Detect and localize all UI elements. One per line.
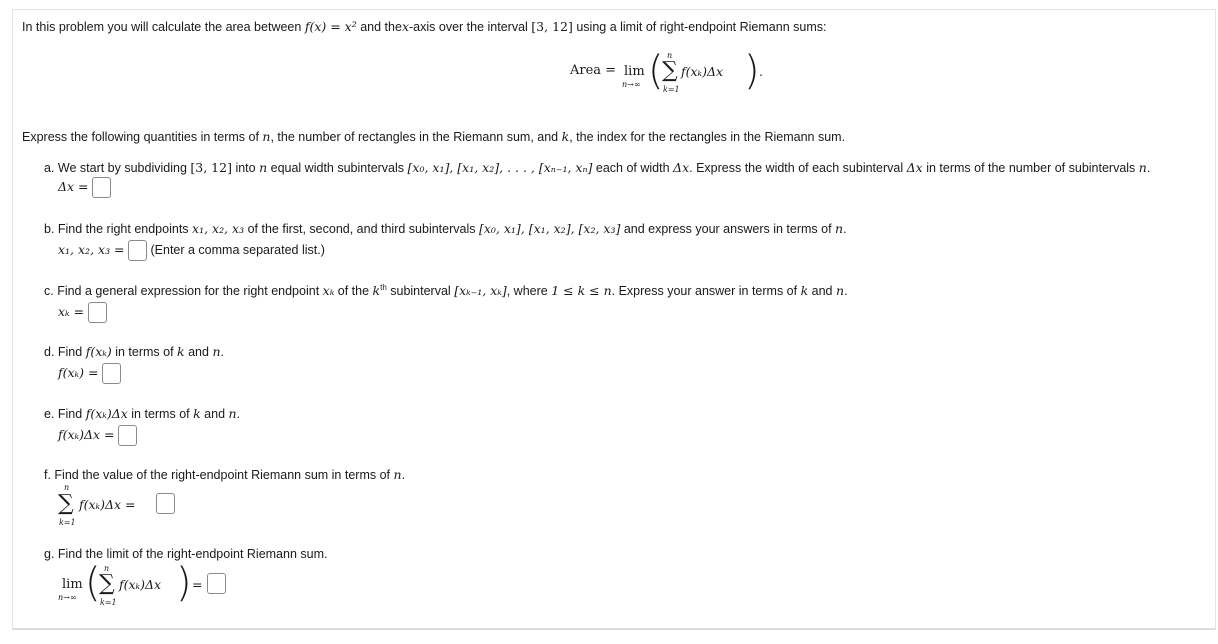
intro-text-4: using a limit of right-endpoint Riemann sums:	[576, 20, 827, 34]
answer-c-input[interactable]	[88, 302, 107, 323]
sigma-symbol: ∑	[662, 58, 678, 83]
part-a-interval: [3, 12]	[190, 160, 232, 175]
part-b-n: n	[835, 221, 844, 236]
part-e-k: k	[193, 406, 201, 421]
part-a-question	[44, 160, 1150, 175]
part-b-text-2: of the first, second, and third subintervals	[247, 222, 476, 236]
part-d-question	[44, 344, 224, 359]
part-g-sum-upper: n	[104, 564, 110, 573]
part-b-text-1: b. Find the right endpoints	[44, 222, 189, 236]
part-c-k-2: k	[800, 283, 809, 299]
part-g-lim: lim	[62, 577, 83, 592]
part-f-sum-lower: k=1	[59, 518, 76, 527]
part-c-text-6: and	[811, 284, 833, 299]
part-g-sigma: ∑	[99, 571, 115, 596]
part-g-sum-lower: k=1	[100, 598, 117, 607]
part-c-n: n	[836, 283, 845, 299]
lim-word: lim	[624, 64, 645, 79]
part-g-right-paren: )	[176, 560, 192, 606]
part-c-text-3: subinterval	[390, 284, 451, 299]
part-e-answer-row	[58, 425, 137, 446]
part-g-left-paren: (	[85, 560, 101, 606]
part-g-term: f(xₖ)Δx	[119, 577, 162, 592]
part-f-question	[44, 467, 405, 482]
express-text-1: Express the following quantities in terms of	[22, 130, 259, 144]
intro-x-var: x	[401, 19, 409, 34]
problem-panel	[12, 9, 1216, 630]
intro-text-1: In this problem you will calculate the area between	[22, 20, 302, 34]
part-e-text-4: .	[236, 407, 241, 421]
part-c-k: k	[372, 283, 381, 299]
part-g-lim-subscript: n→∞	[58, 593, 77, 602]
express-text-2: , the number of rectangles in the Riemann sum, and	[270, 130, 559, 144]
part-e-label: f(xₖ)Δx =	[58, 426, 115, 442]
part-f-answer-row	[58, 483, 188, 528]
sum-upper: n	[667, 51, 673, 60]
express-n: n	[262, 129, 271, 144]
part-g-equals: =	[192, 577, 203, 592]
part-f-term: f(xₖ)Δx =	[79, 497, 136, 512]
part-c-label: xₖ =	[58, 303, 85, 319]
part-a-text-3: equal width subintervals	[270, 161, 405, 175]
express-k: k	[561, 129, 570, 144]
part-b-text-3: and express your answers in terms of	[623, 222, 832, 236]
part-g-text-1: g. Find the limit of the right-endpoint Riemann sum.	[44, 547, 328, 561]
part-a-text-2: into	[235, 161, 256, 175]
part-a-text-1: a. We start by subdividing	[44, 161, 187, 175]
part-e-text-2: in terms of	[131, 407, 190, 421]
part-e-question	[44, 406, 240, 421]
part-a-label: Δx =	[58, 178, 89, 194]
left-paren: (	[648, 48, 664, 94]
part-a-text-7: .	[1146, 161, 1151, 175]
part-f-sum-upper: n	[64, 483, 70, 492]
part-e-text-1: e. Find	[44, 407, 83, 421]
intro-line	[22, 19, 826, 34]
part-b-answer-row	[58, 240, 325, 261]
part-a-answer-row	[58, 177, 111, 198]
part-c-text-5: . Express your answer in terms of	[611, 284, 798, 299]
part-e-fxkdx: f(xₖ)Δx	[85, 406, 128, 421]
part-a-text-4: each of width	[595, 161, 670, 175]
part-a-text-5: . Express the width of each subinterval	[689, 161, 904, 175]
part-d-text-3: and	[188, 345, 209, 359]
intro-text-3: -axis over the interval	[409, 20, 528, 34]
part-d-label: f(xₖ) =	[58, 364, 99, 380]
intro-interval: [3, 12]	[531, 19, 573, 34]
part-d-text-4: .	[220, 345, 224, 359]
part-c-text-2: of the	[337, 284, 370, 299]
part-c-subinterval: [xₖ₋₁, xₖ]	[454, 283, 507, 299]
part-b-points: x₁, x₂, x₃	[192, 221, 245, 236]
answer-a-input[interactable]	[92, 177, 111, 198]
part-a-dx: Δx	[673, 160, 690, 175]
lim-subscript: n→∞	[622, 80, 641, 89]
part-c-text-4: , where	[506, 284, 548, 299]
part-g-question	[44, 547, 327, 561]
area-label: Area =	[570, 63, 617, 78]
part-f-text-1: f. Find the value of the right-endpoint Riemann sum in terms of	[44, 468, 391, 482]
answer-d-input[interactable]	[102, 363, 121, 384]
part-c-text-7: .	[844, 284, 848, 299]
part-a-n: n	[259, 160, 268, 175]
answer-f-input[interactable]	[156, 493, 175, 514]
part-d-text-1: d. Find	[44, 345, 83, 359]
part-g-answer-row	[58, 560, 238, 613]
formula-period: .	[759, 64, 763, 79]
part-f-n: n	[393, 467, 402, 482]
answer-g-input[interactable]	[207, 573, 226, 594]
sum-lower: k=1	[663, 85, 680, 94]
answer-e-input[interactable]	[118, 425, 137, 446]
part-d-n: n	[212, 344, 221, 359]
express-text-3: , the index for the rectangles in the Riemann sum.	[569, 130, 846, 144]
part-a-text-6: in terms of the number of subintervals	[926, 161, 1136, 175]
part-c-question	[44, 283, 848, 298]
sum-term: f(xₖ)Δx	[681, 64, 724, 79]
part-d-fxk: f(xₖ)	[85, 344, 112, 359]
part-b-label: x₁, x₂, x₃ =	[58, 241, 125, 257]
part-a-subintervals: [x₀, x₁], [x₁, x₂], . . . , [xₙ₋₁, xₙ]	[407, 160, 593, 175]
part-b-text-4: .	[843, 222, 847, 236]
part-b-hint: (Enter a comma separated list.)	[150, 242, 325, 257]
part-a-n-2: n	[1138, 160, 1147, 175]
part-c-range: 1 ≤ k ≤ n	[551, 283, 612, 299]
part-a-dx-2: Δx	[906, 160, 923, 175]
part-d-text-2: in terms of	[115, 345, 174, 359]
intro-text-2: and the	[360, 20, 402, 34]
part-b-question	[44, 221, 847, 236]
part-d-k: k	[177, 344, 185, 359]
part-c-text-1: c. Find a general expression for the right endpoint	[44, 284, 320, 299]
answer-b-input[interactable]	[128, 240, 147, 261]
part-e-text-3: and	[204, 407, 226, 421]
part-f-sigma: ∑	[58, 491, 74, 516]
part-e-n: n	[228, 406, 237, 421]
part-d-answer-row	[58, 363, 121, 384]
express-line	[22, 129, 845, 144]
part-c-xk: xₖ	[322, 283, 335, 299]
part-c-th: th	[380, 283, 387, 292]
right-paren: )	[744, 48, 760, 94]
part-f-text-2: .	[401, 468, 406, 482]
part-c-answer-row	[58, 302, 107, 323]
part-b-subintervals: [x₀, x₁], [x₁, x₂], [x₂, x₃]	[478, 221, 621, 236]
intro-function: f(x) = x²	[304, 19, 357, 34]
